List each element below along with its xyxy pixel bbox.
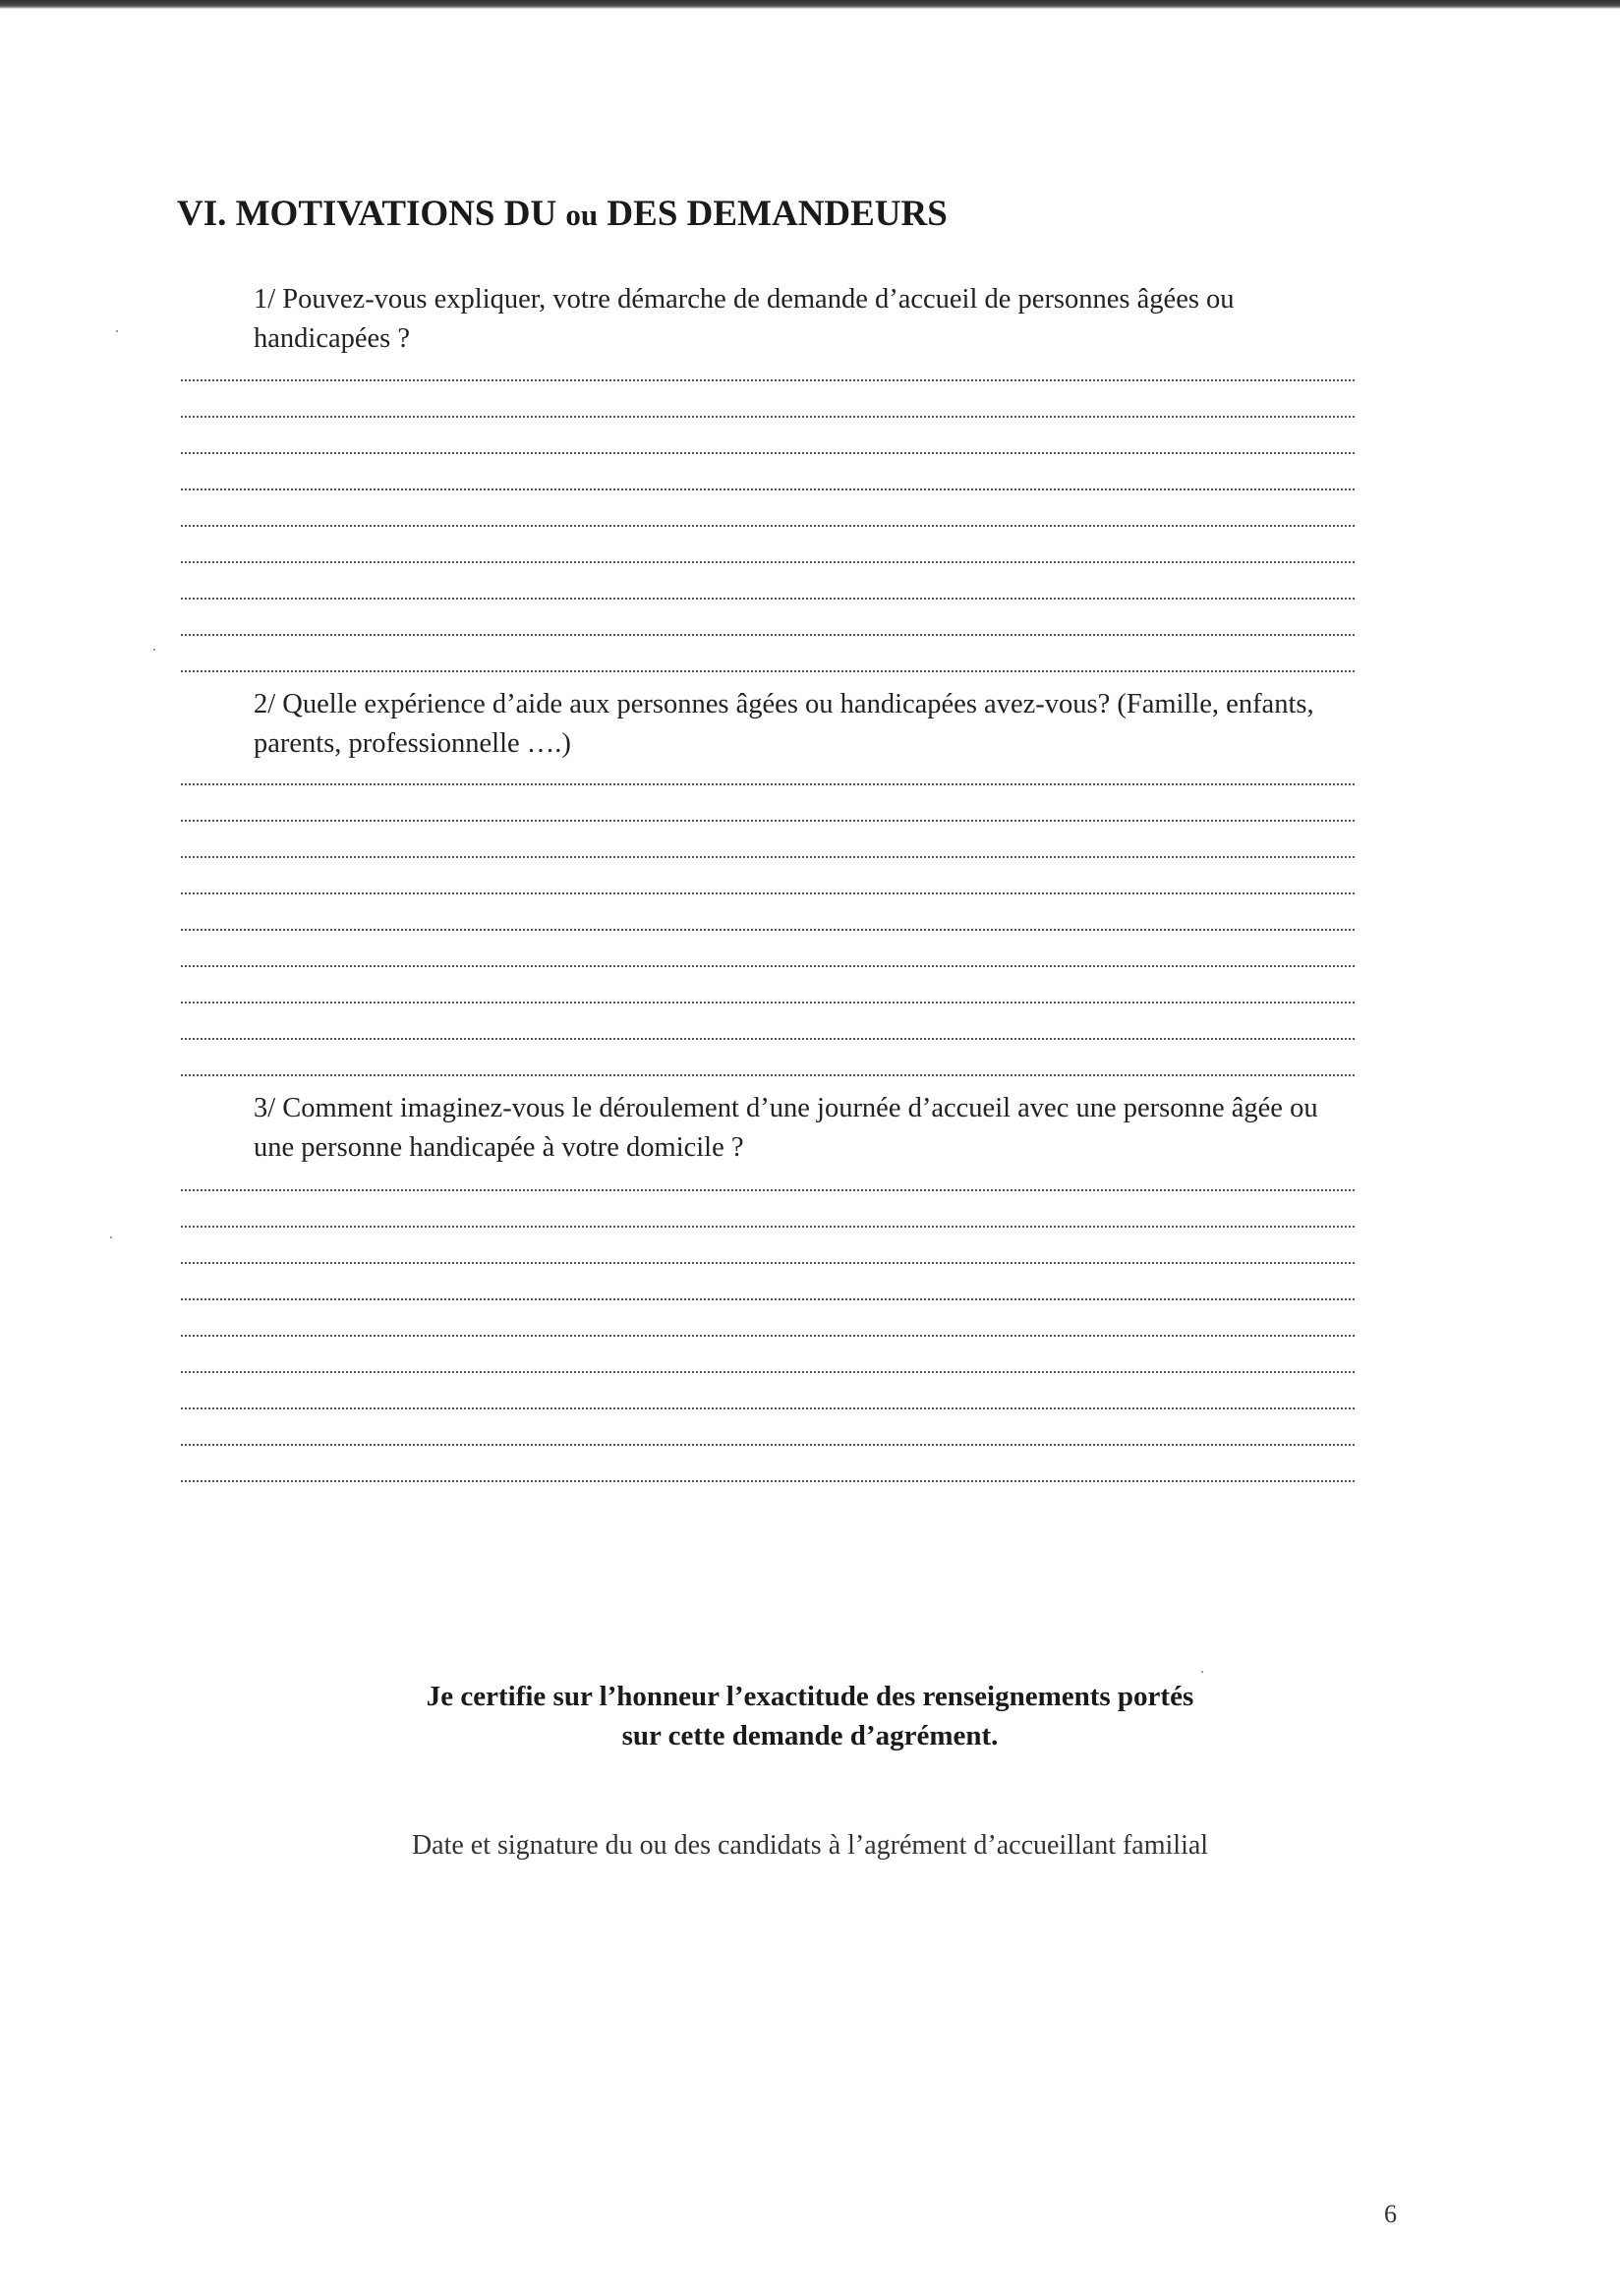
- question-1-text: 1/ Pouvez-vous expliquer, votre démarche de demande d’accueil de personnes âgées ou handicapées ?: [254, 284, 1235, 354]
- answer-line[interactable]: [181, 783, 1355, 785]
- question-2-text: 2/ Quelle expérience d’aide aux personnes âgées ou handicapées avez-vous? (Famille, enfants, parents, professionnelle ….): [254, 689, 1314, 759]
- scan-speck: [153, 649, 155, 651]
- answer-line[interactable]: [181, 525, 1355, 527]
- certification-line-2: sur cette demande d’agrément.: [621, 1720, 999, 1751]
- heading-end: DES DEMANDEURS: [607, 194, 948, 234]
- answer-line[interactable]: [181, 1262, 1355, 1264]
- answer-line[interactable]: [181, 929, 1355, 931]
- answer-line[interactable]: [181, 1002, 1355, 1004]
- answer-line[interactable]: [181, 416, 1355, 418]
- answer-line[interactable]: [181, 1074, 1355, 1076]
- answer-line[interactable]: [181, 561, 1355, 563]
- answer-line[interactable]: [181, 1038, 1355, 1040]
- answer-line[interactable]: [181, 1335, 1355, 1337]
- answer-line[interactable]: [181, 1407, 1355, 1409]
- answer-line[interactable]: [181, 856, 1355, 858]
- answer-line[interactable]: [181, 634, 1355, 636]
- scan-speck: [1201, 1671, 1203, 1673]
- answer-line[interactable]: [181, 1480, 1355, 1482]
- answer-line[interactable]: [181, 1226, 1355, 1228]
- scan-speck: [110, 1236, 112, 1238]
- heading-main: VI. MOTIVATIONS DU: [177, 194, 557, 234]
- answer-line[interactable]: [181, 965, 1355, 967]
- answer-line[interactable]: [181, 892, 1355, 894]
- answer-line[interactable]: [181, 1371, 1355, 1373]
- answer-line[interactable]: [181, 1298, 1355, 1300]
- page-number: 6: [1384, 2200, 1397, 2228]
- question-3-text: 3/ Comment imaginez-vous le déroulement d’une journée d’accueil avec une personne âgée ou une personne handicapée à votre domicile ?: [254, 1093, 1318, 1163]
- answer-line[interactable]: [181, 379, 1355, 381]
- section-heading: [177, 193, 948, 235]
- scan-speck: [116, 330, 118, 332]
- certification-line-1: Je certifie sur l’honneur l’exactitude des renseignements portés: [426, 1681, 1194, 1712]
- certification-statement: [0, 1677, 1620, 1755]
- answer-line[interactable]: [181, 820, 1355, 822]
- answer-line[interactable]: [181, 1444, 1355, 1446]
- scan-top-border: [0, 0, 1620, 9]
- signature-prompt: Date et signature du ou des candidats à l’agrément d’accueillant familial: [411, 1830, 1209, 1861]
- answer-line[interactable]: [181, 452, 1355, 454]
- answer-line[interactable]: [181, 488, 1355, 490]
- answer-line[interactable]: [181, 670, 1355, 672]
- heading-ou: ou: [565, 198, 599, 232]
- answer-line[interactable]: [181, 1189, 1355, 1191]
- answer-line[interactable]: [181, 598, 1355, 600]
